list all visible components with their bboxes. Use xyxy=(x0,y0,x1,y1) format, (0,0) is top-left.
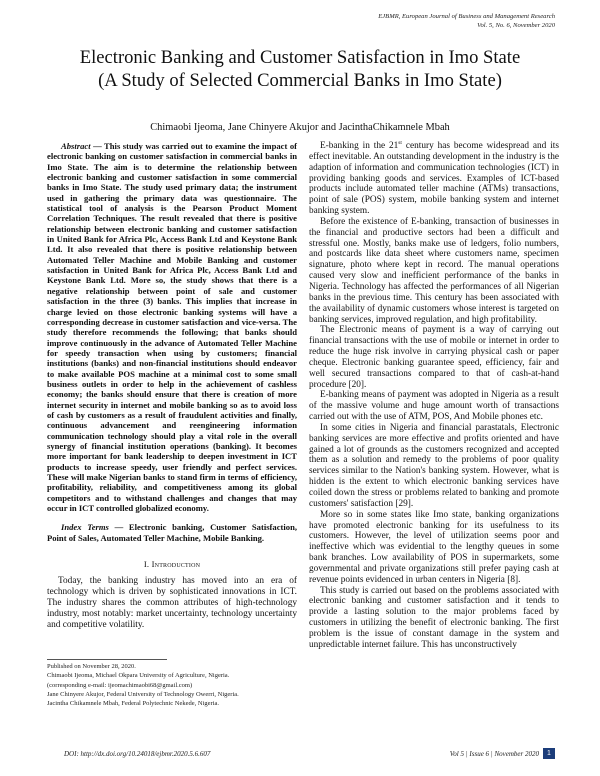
volume-info: Vol 5 | Issue 6 | November 2020 xyxy=(449,750,539,758)
right-paragraph-5: In some cities in Nigeria and financial parastatals, Electronic banking services are more effective and profits oriented and have gained a lot of grounds as the customers recognized and accepted them as a solution and remedy to the problems of poor quality services similar to the Nation's banking system. However, what is hidden is the extent to which electronic banking services have coiled down the stress or problems related to banking and promote customers' satisfaction [29]. xyxy=(309,422,559,509)
index-terms xyxy=(47,522,297,543)
author-list: Chimaobi Ijeoma, Jane Chinyere Akujor and JacinthaChikamnele Mbah xyxy=(150,122,450,133)
right-paragraph-3: The Electronic means of payment is a way of carrying out financial transactions with the use of mobile or internet in order to reduce the huge risk involve in carrying physical cash or paper cheque. Electronic banking guarantee speed, efficiency, fair and well secured transactions compared to that of cash-at-hand procedure [20]. xyxy=(309,325,559,390)
right-paragraph-2: Before the existence of E-banking, transaction of businesses in the financial and productive sectors had been a difficult and stressful one. Mostly, banks make use of ledgers, folio numbers, and postcards like data sheet where customers name, specimen signature, photo where kept in record. The manual operations caused very slow and inefficient performance of the banks in Nigeria. Technology has affected the performances of all Nigerian banks in the previous time. This century has been associated with the availability of dynamic customers whose interest is targeted on banking services, improved regulation, and high profitability. xyxy=(309,216,559,325)
right-column xyxy=(309,141,559,651)
right-paragraph-7: This study is carried out based on the problems associated with electronic banking and customer satisfaction and it tends to provide a lasting solution to the major problems faced by customers in utilizing the benefit of electronic banking. The first problem is the issue of constant damage in the system and unpredictable internet failure. This has unconstructively xyxy=(309,585,559,650)
doi-link[interactable]: DOI: http://dx.doi.org/10.24018/ejbmr.2020.5.6.607 xyxy=(64,750,211,758)
footnote-email: (corresponding e-mail: ijeomachimaobi68@gmail.com) xyxy=(47,681,193,689)
right-paragraph-6: More so in some states like Imo state, banking organizations have promoted electronic banking for its usefulness to its customers. However, the level of utilization seems poor and ineffective which was evidential to the lengthy queues in some bank branches. Low availability of POS in supermarkets, some governmental and private organizations still prefer paying cash at revenue points evidenced in urban centers in Nigeria [8]. xyxy=(309,509,559,585)
footnote-published: Published on November 28, 2020. xyxy=(47,663,136,670)
footnote-author-3: Jacintha Chikamnele Mbah, Federal Polytechnic Nekede, Nigeria. xyxy=(47,700,220,708)
intro-paragraph-1: Today, the banking industry has moved into an era of technology which is driven by sophisticated innovations in ICT. The industry shares the common attributes of high-technology industry, most notably: market uncertainty, technology uncertainty and competitive volatility. xyxy=(47,576,297,631)
index-terms-label: Index Terms xyxy=(61,522,109,533)
abstract-text: — This study was carried out to examine the impact of electronic banking on customer satisfaction in commercial banks in Imo State. The aim is to determine the relationship between electronic banking and customer satisfaction in some commercial banks in Imo State. The study used primary data; the instrument used in gathering the primary data was questionnaire. The statistical tool of analysis is the Pearson Product Moment Correlation Techniques. The result revealed that there is positive relationship between electronic banking and customer satisfaction in United Bank for Africa Plc, Access Bank Ltd and Keystone Bank Ltd. It also revealed that there is positive relationship between Automated Teller Machine and Mobile Banking and customer satisfaction in United Bank for Africa Plc, Access Bank Ltd and Keystone Bank Ltd. More so, the study shows that there is a negative relationship between point of sale and customer satisfaction in the three (3) banks. This implies that increase in charge levied on those electronic banking systems will have a corresponding decrease in customer satisfaction and vice-versa. The study therefore recommends the following; that banks should improve continuously in the advance of Automated Teller Machine for speedy transaction when using by customers; financial institutions (banks) and non-financial institutions should endeavor to make available POS machine at a minimal cost to some small business outlets in order to help in the achievement of cashless economy; the banks should ensure that there is creation of more internet security in internet and mobile banking so as to avoid loss of cash by customers as a result of fraudulent activities and finally, continuous advancement and reengineering information communication technology should play a vital role in the overall synergy of financial institution operations (banking). It becomes more important for bank leadership to deepen investment in ICT products to increase speedy, user friendly and perfect services. These will make Nigerian banks to stand firm in terms of efficiency, profitability, reliability, and competitiveness among its global competitors and to withstand challenges and changes that may occur in ICT controlled globalized economy. xyxy=(47,141,297,514)
index-terms-text: — Electronic banking, Customer Satisfaction, Point of Sales, Automated Teller Machine, Mobile Banking. xyxy=(47,522,298,543)
p1-text-b: century has become widespread and its effect inevitable. An outstanding development in the industry is the adaption of information and communication technologies (ICT) in providing banking goods and services. Examples of ICT-based products include automated teller machine (ATMs) transactions, point of sale (POS) system, mobile banking system and internet banking system. xyxy=(309,141,559,217)
p1-superscript: st xyxy=(398,139,402,146)
abstract xyxy=(47,141,297,513)
title-line-1: Electronic Banking and Customer Satisfaction in Imo State xyxy=(79,47,521,68)
footnote-divider xyxy=(47,659,167,660)
paper-title xyxy=(40,47,560,92)
footnotes xyxy=(47,662,307,708)
right-paragraph-1 xyxy=(309,141,559,217)
running-head xyxy=(378,13,555,30)
title-line-2: (A Study of Selected Commercial Banks in Imo State) xyxy=(98,69,502,91)
footnote-author-2: Jane Chinyere Akujor, Federal University of Technology Owerri, Nigeria. xyxy=(47,690,239,698)
p1-text-a: E-banking in the 21 xyxy=(320,141,399,151)
left-column xyxy=(47,141,297,631)
right-paragraph-4: E-banking means of payment was adopted in Nigeria as a result of the massive volume and huge amount worth of transactions carried out with the use of ATM, POS, And Mobile phones etc. xyxy=(309,390,559,423)
running-head-journal: EJBMR, European Journal of Business and Management Research xyxy=(378,13,555,20)
footnote-author-1: Chimaobi Ijeoma, Michael Okpara University of Agriculture, Nigeria. xyxy=(47,672,230,680)
section-heading-introduction xyxy=(47,559,297,569)
section-number: I. xyxy=(143,559,150,570)
page-number-badge: 1 xyxy=(543,748,555,759)
section-title: Introduction xyxy=(151,559,201,570)
running-head-volume: Vol. 5, No. 6, November 2020 xyxy=(477,21,555,29)
abstract-label: Abstract xyxy=(61,141,91,151)
